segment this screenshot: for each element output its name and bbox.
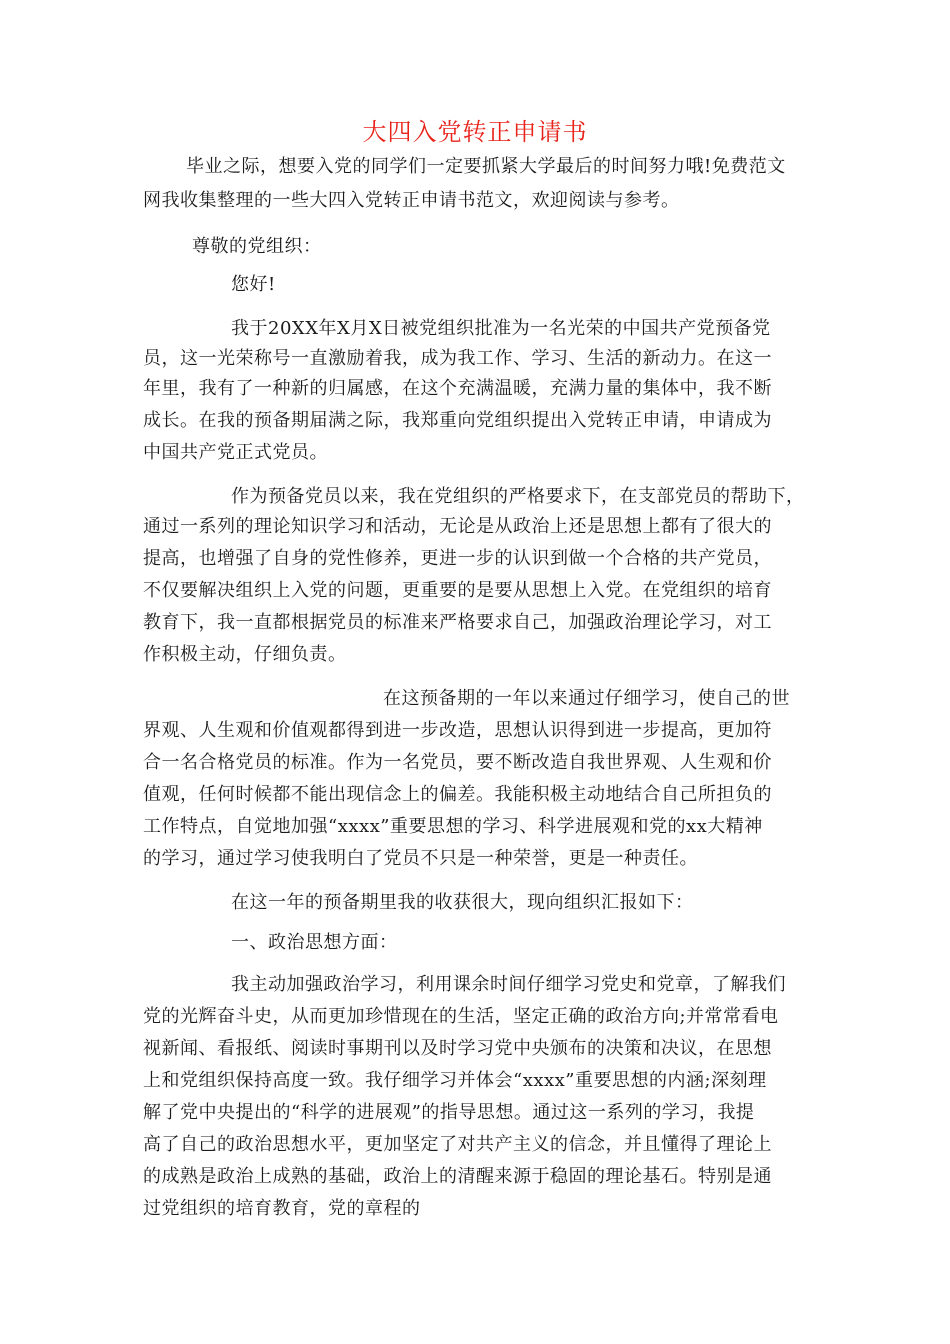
paragraph-line: 在这一年的预备期里我的收获很大，现向组织汇报如下： bbox=[231, 892, 694, 913]
paragraph-line: 作积极主动，仔细负责。 bbox=[143, 644, 347, 665]
paragraph-line: 的学习，通过学习使我明白了党员不只是一种荣誉，更是一种责任。 bbox=[143, 848, 698, 869]
paragraph-line: 高了自己的政治思想水平，更加坚定了对共产主义的信念，并且懂得了理论上 bbox=[143, 1134, 772, 1155]
paragraph-line: 上和党组织保持高度一致。我仔细学习并体会“xxxx”重要思想的内涵;深刻理 bbox=[143, 1070, 767, 1091]
paragraph-line: 年里，我有了一种新的归属感，在这个充满温暖，充满力量的集体中，我不断 bbox=[143, 378, 772, 399]
paragraph-line: 作为预备党员以来，我在党组织的严格要求下，在支部党员的帮助下， bbox=[231, 486, 805, 507]
paragraph-line: 不仅要解决组织上入党的问题，更重要的是要从思想上入党。在党组织的培育 bbox=[143, 580, 772, 601]
paragraph-line: 在这预备期的一年以来通过仔细学习，使自己的世 bbox=[383, 688, 790, 709]
paragraph-line: 过党组织的培育教育，党的章程的 bbox=[143, 1198, 421, 1219]
salutation: 尊敬的党组织： bbox=[192, 236, 322, 257]
section-heading: 一、政治思想方面： bbox=[231, 932, 398, 953]
paragraph-line: 值观，任何时候都不能出现信念上的偏差。我能积极主动地结合自己所担负的 bbox=[143, 784, 772, 805]
paragraph-line: 解了党中央提出的“科学的进展观”的指导思想。通过这一系列的学习，我提 bbox=[143, 1102, 755, 1123]
paragraph-line: 党的光辉奋斗史，从而更加珍惜现在的生活，坚定正确的政治方向;并常常看电 bbox=[143, 1006, 779, 1027]
intro-line: 网我收集整理的一些大四入党转正申请书范文，欢迎阅读与参考。 bbox=[143, 190, 680, 211]
document-title: 大四入党转正申请书 bbox=[362, 118, 588, 146]
intro-line: 毕业之际，想要入党的同学们一定要抓紧大学最后的时间努力哦!免费范文 bbox=[186, 156, 786, 177]
paragraph-line: 工作特点，自觉地加强“xxxx”重要思想的学习、科学进展观和党的xx大精神 bbox=[143, 816, 763, 837]
paragraph-line: 员，这一光荣称号一直激励着我，成为我工作、学习、生活的新动力。在这一 bbox=[143, 348, 772, 369]
paragraph-line: 中国共产党正式党员。 bbox=[143, 442, 328, 463]
paragraph-line: 我主动加强政治学习，利用课余时间仔细学习党史和党章，了解我们 bbox=[231, 974, 786, 995]
paragraph-line: 界观、人生观和价值观都得到进一步改造，思想认识得到进一步提高，更加符 bbox=[143, 720, 772, 741]
paragraph-line: 合一名合格党员的标准。作为一名党员，要不断改造自我世界观、人生观和价 bbox=[143, 752, 772, 773]
greeting: 您好! bbox=[231, 274, 276, 295]
paragraph-line: 我于20XX年X月X日被党组织批准为一名光荣的中国共产党预备党 bbox=[231, 318, 771, 339]
paragraph-line: 通过一系列的理论知识学习和活动，无论是从政治上还是思想上都有了很大的 bbox=[143, 516, 772, 537]
paragraph-line: 视新闻、看报纸、阅读时事期刊以及时学习党中央颁布的决策和决议，在思想 bbox=[143, 1038, 772, 1059]
paragraph-line: 提高，也增强了自身的党性修养，更进一步的认识到做一个合格的共产党员， bbox=[143, 548, 772, 569]
paragraph-line: 成长。在我的预备期届满之际，我郑重向党组织提出入党转正申请，申请成为 bbox=[143, 410, 772, 431]
paragraph-line: 的成熟是政治上成熟的基础，政治上的清醒来源于稳固的理论基石。特别是通 bbox=[143, 1166, 772, 1187]
paragraph-line: 教育下，我一直都根据党员的标准来严格要求自己，加强政治理论学习，对工 bbox=[143, 612, 772, 633]
